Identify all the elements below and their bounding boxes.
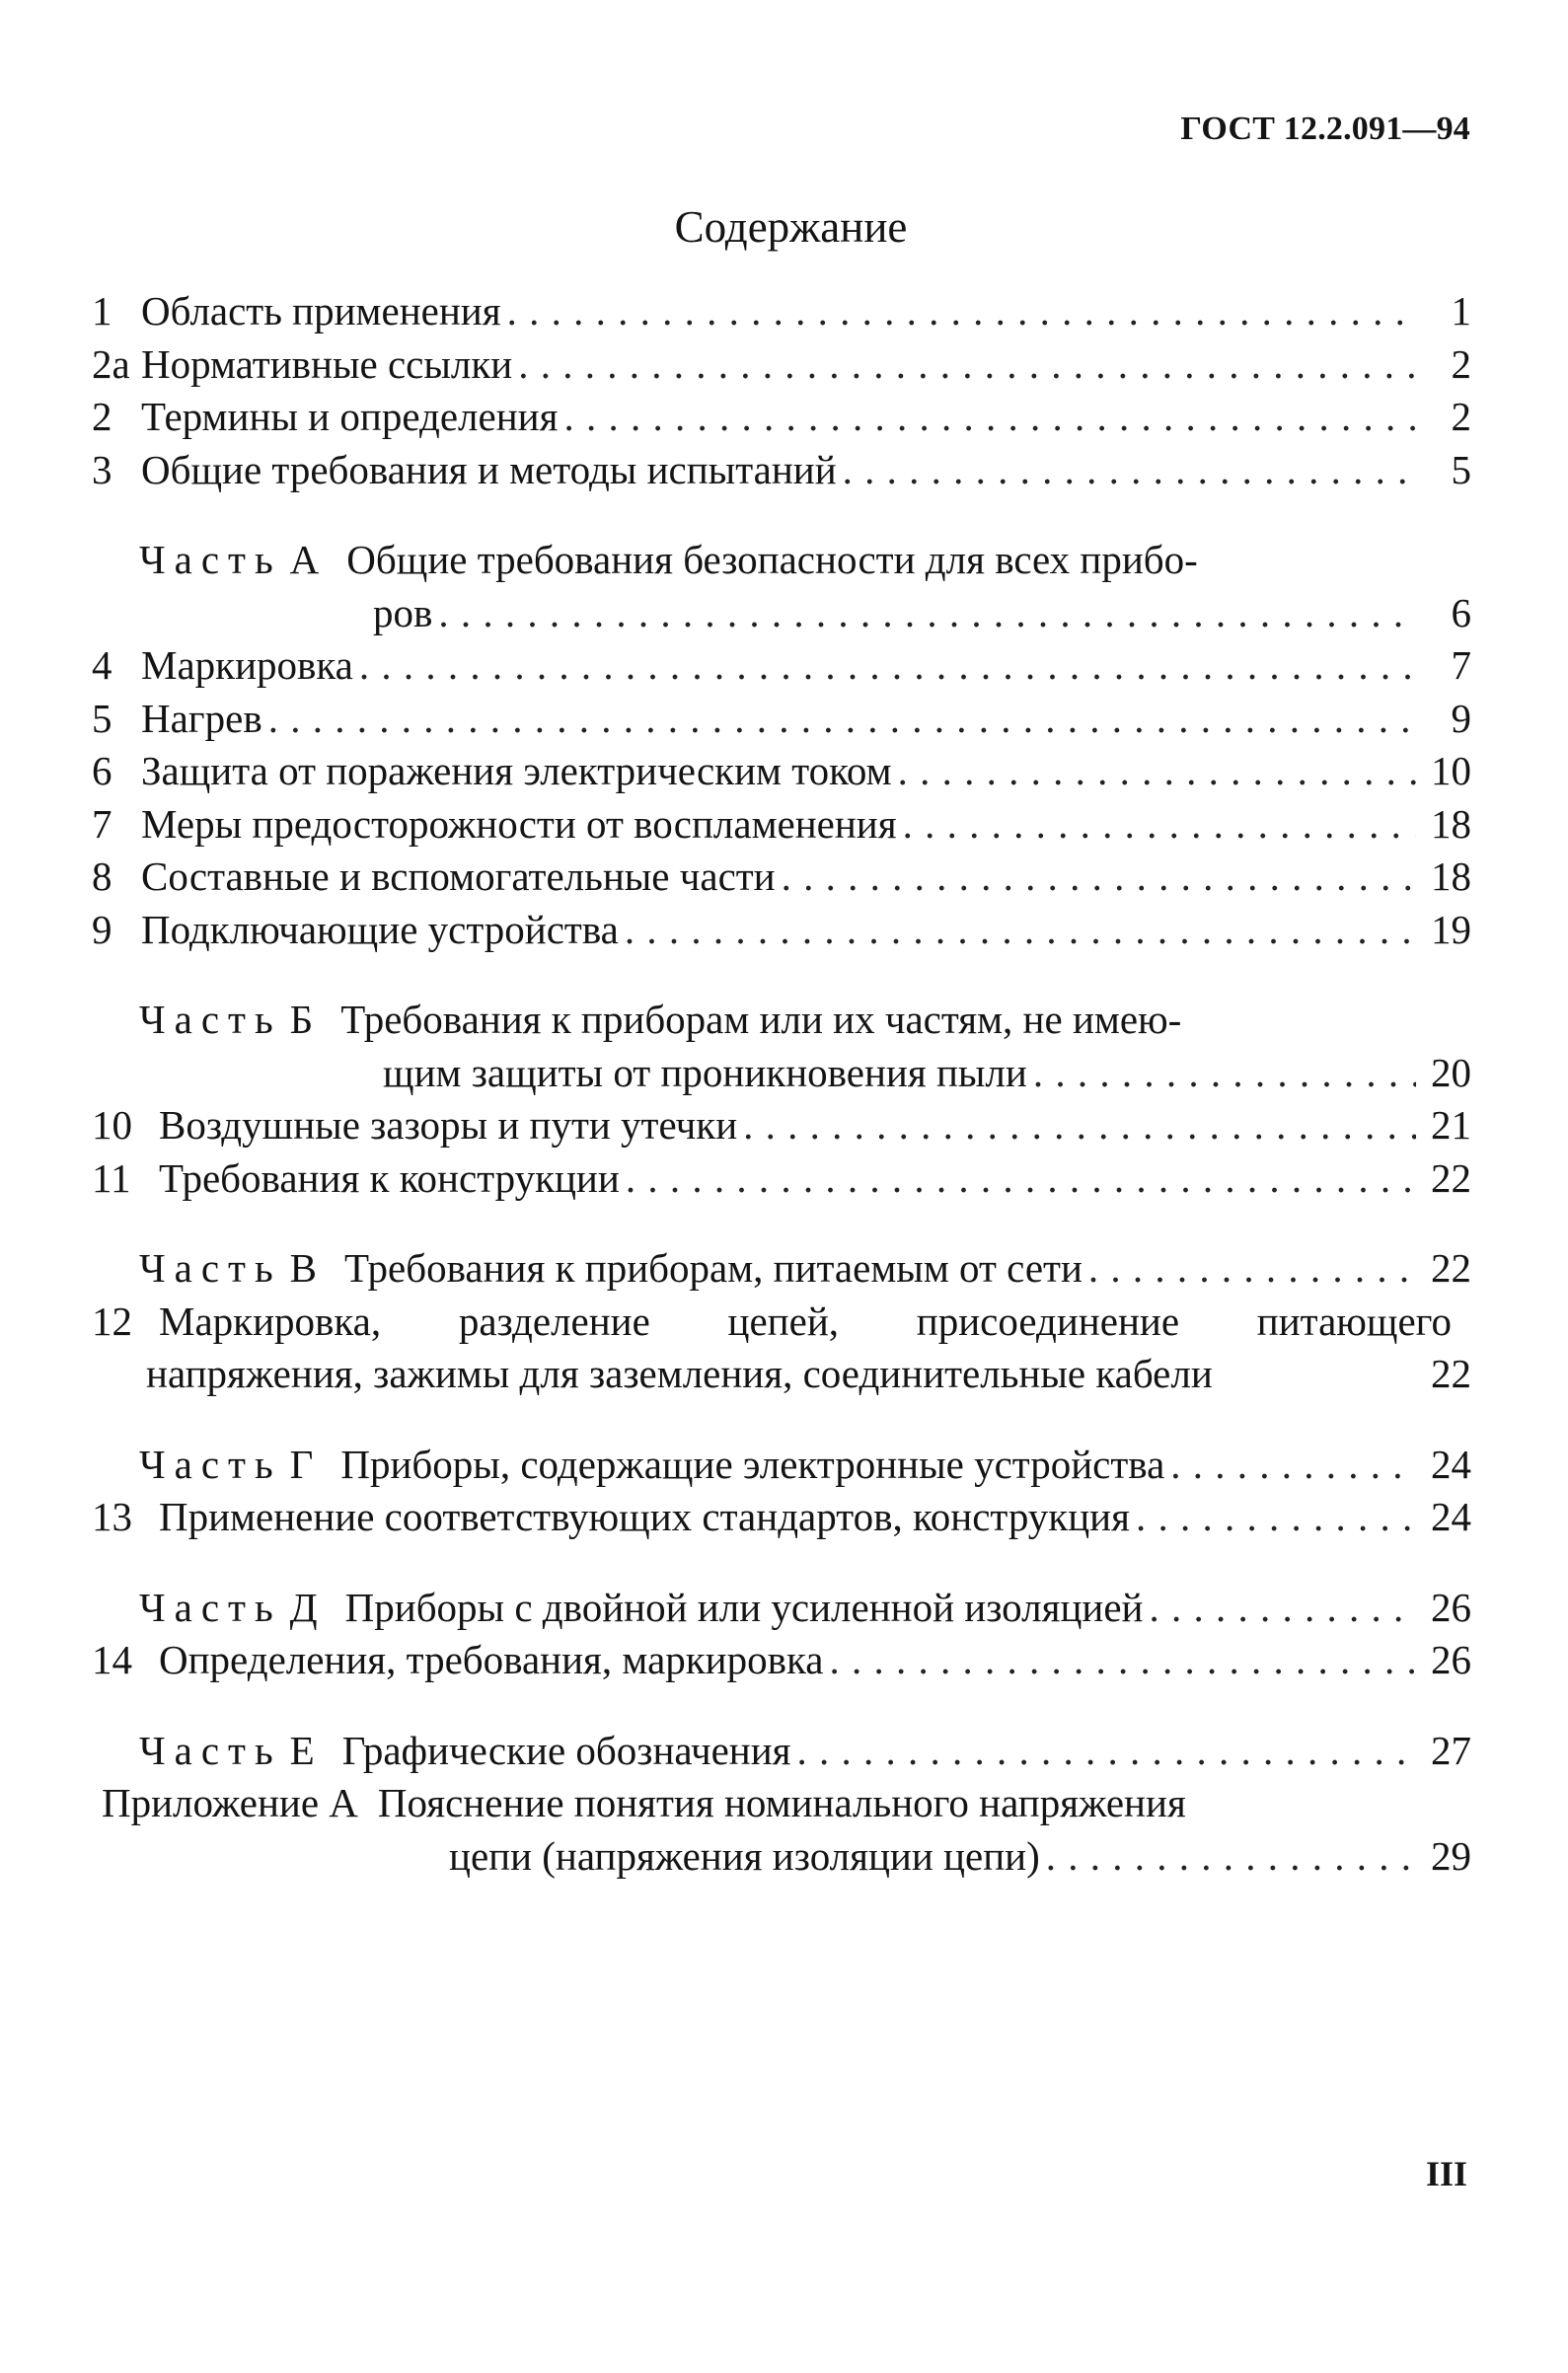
entry-number: 8 [92, 853, 112, 899]
entry-number: 4 [92, 642, 112, 688]
part-title-continuation: ров [373, 589, 433, 635]
toc-entry-2a[interactable] [92, 338, 1471, 392]
entry-page: 26 [1431, 1637, 1471, 1682]
entry-page: 2 [1451, 394, 1471, 439]
dot-leader [1170, 1439, 1416, 1492]
entry-number: 11 [92, 1154, 131, 1201]
part-letter: Е [289, 1727, 315, 1773]
part-label: Часть [139, 997, 282, 1042]
dot-leader [843, 444, 1416, 497]
entry-page: 6 [1451, 589, 1471, 635]
entry-page: 29 [1431, 1832, 1471, 1879]
toc-entry-13[interactable] [92, 1491, 1471, 1544]
part-letter: Б [289, 997, 314, 1042]
toc-part-a[interactable] [92, 534, 1471, 587]
table-of-contents [92, 285, 1471, 1883]
dot-leader [1046, 1830, 1416, 1884]
entry-title: Область применения [141, 288, 501, 334]
part-letter: В [289, 1245, 318, 1291]
dot-leader [359, 639, 1416, 693]
part-title: Приборы с двойной или усиленной изоляцией [344, 1584, 1144, 1630]
toc-entry-1[interactable] [92, 285, 1471, 338]
entry-page: 18 [1431, 800, 1471, 847]
entry-number: 9 [92, 906, 112, 952]
document-code: ГОСТ 12.2.091—94 [1180, 111, 1470, 147]
part-title: Требования к приборам или их частям, не имею- [340, 997, 1182, 1042]
toc-entry-14[interactable] [92, 1634, 1471, 1687]
entry-page: 2 [1451, 340, 1471, 387]
part-title: Общие требования безопасности для всех прибо- [346, 537, 1198, 582]
toc-entry-12[interactable] [92, 1296, 1471, 1349]
toc-part-v[interactable] [92, 1242, 1471, 1296]
dot-leader [518, 338, 1416, 392]
part-label: Часть [139, 537, 282, 582]
entry-page: 22 [1431, 1245, 1471, 1291]
part-title: Графические обозначения [341, 1727, 791, 1773]
dot-leader [743, 1099, 1416, 1152]
entry-page: 22 [1431, 1351, 1471, 1396]
entry-title-word: разделение [458, 1298, 650, 1344]
part-letter: А [289, 537, 320, 582]
entry-title: Меры предосторожности от воспламенения [141, 800, 897, 847]
toc-title: Содержание [674, 202, 908, 252]
entry-number: 6 [92, 748, 112, 793]
dot-leader [1149, 1582, 1416, 1635]
toc-entry-7[interactable] [92, 798, 1471, 852]
entry-number: 3 [92, 446, 112, 492]
entry-page: 9 [1451, 695, 1471, 741]
entry-page: 27 [1431, 1727, 1471, 1773]
part-label: Часть [139, 1441, 282, 1487]
entry-number: 1 [92, 288, 112, 334]
entry-page: 5 [1451, 446, 1471, 492]
dot-leader [438, 587, 1416, 640]
entry-title-word: присоединение [916, 1298, 1180, 1344]
entry-number: 2а [92, 340, 130, 387]
toc-part-e[interactable] [92, 1725, 1471, 1778]
part-title: Требования к приборам, питаемым от сети [344, 1245, 1083, 1291]
annex-title-continuation: цепи (напряжения изоляции цепи) [449, 1832, 1040, 1879]
entry-page: 20 [1431, 1049, 1471, 1095]
part-letter: Г [289, 1441, 314, 1487]
entry-title: Требования к конструкции [159, 1154, 620, 1201]
entry-title-justified [159, 1296, 1452, 1349]
part-title-continuation: щим защиты от проникновения пыли [383, 1049, 1027, 1095]
dot-leader [782, 851, 1416, 904]
part-title: Приборы, содержащие электронные устройства [340, 1441, 1165, 1487]
entry-page: 26 [1431, 1584, 1471, 1630]
dot-leader [268, 693, 1416, 746]
annex-label: Приложение А [102, 1780, 358, 1825]
toc-entry-11[interactable] [92, 1152, 1471, 1206]
entry-title: Нормативные ссылки [141, 340, 513, 387]
entry-page: 19 [1431, 906, 1471, 952]
entry-number: 13 [92, 1494, 132, 1539]
entry-page: 7 [1451, 642, 1471, 688]
dot-leader [1033, 1047, 1416, 1100]
toc-part-b[interactable] [92, 994, 1471, 1047]
annex-title: Пояснение понятия номинального напряжения [377, 1780, 1186, 1825]
dot-leader [1136, 1491, 1416, 1544]
toc-entry-2[interactable] [92, 391, 1471, 444]
dot-leader [625, 904, 1416, 957]
entry-number: 7 [92, 800, 112, 847]
dot-leader [829, 1634, 1416, 1687]
entry-number: 2 [92, 394, 112, 439]
entry-title: Термины и определения [141, 394, 559, 439]
entry-title: Нагрев [141, 695, 262, 741]
entry-page: 10 [1431, 748, 1471, 793]
entry-title: Защита от поражения электрическим током [141, 748, 892, 793]
entry-page: 22 [1431, 1154, 1471, 1201]
toc-part-b-continuation[interactable] [92, 1047, 1471, 1100]
toc-part-a-continuation[interactable] [92, 587, 1471, 640]
entry-page: 24 [1431, 1494, 1471, 1539]
entry-number: 12 [92, 1298, 132, 1344]
entry-title-continuation: напряжения, зажимы для заземления, соединительные кабели [146, 1351, 1213, 1396]
toc-entry-12-continuation[interactable] [92, 1348, 1471, 1401]
entry-number: 10 [92, 1102, 132, 1148]
toc-annex-a[interactable] [92, 1777, 1471, 1830]
part-label: Часть [139, 1245, 282, 1291]
dot-leader [563, 391, 1416, 444]
dot-leader [626, 1152, 1416, 1206]
toc-entry-6[interactable] [92, 745, 1471, 798]
toc-entry-9[interactable] [92, 904, 1471, 957]
entry-page: 18 [1431, 853, 1471, 899]
toc-entry-10[interactable] [92, 1099, 1471, 1152]
toc-part-d[interactable] [92, 1582, 1471, 1635]
dot-leader [797, 1725, 1416, 1778]
toc-entry-4[interactable] [92, 639, 1471, 693]
toc-part-g[interactable] [92, 1439, 1471, 1492]
toc-entry-3[interactable] [92, 444, 1471, 497]
dot-leader [1088, 1242, 1416, 1296]
entry-title-word: цепей, [727, 1298, 840, 1344]
entry-title: Общие требования и методы испытаний [141, 446, 837, 492]
page-number: III [1425, 2154, 1467, 2193]
dot-leader [903, 798, 1416, 852]
entry-title: Составные и вспомогательные части [141, 853, 776, 899]
entry-page: 1 [1451, 288, 1471, 334]
entry-title: Маркировка [141, 642, 353, 688]
part-label: Часть [139, 1584, 282, 1630]
part-letter: Д [289, 1584, 318, 1630]
toc-annex-a-continuation[interactable] [92, 1830, 1471, 1884]
entry-title: Воздушные зазоры и пути утечки [159, 1102, 738, 1148]
entry-title-word: Маркировка, [159, 1298, 382, 1344]
entry-number: 14 [92, 1637, 132, 1682]
dot-leader [507, 285, 1416, 338]
toc-entry-5[interactable] [92, 693, 1471, 746]
entry-title: Подключающие устройства [141, 906, 619, 952]
entry-title-word: питающего [1256, 1298, 1452, 1344]
entry-number: 5 [92, 695, 112, 741]
entry-page: 24 [1431, 1441, 1471, 1487]
part-label: Часть [139, 1727, 282, 1773]
entry-page: 21 [1431, 1102, 1471, 1148]
toc-entry-8[interactable] [92, 851, 1471, 904]
entry-title: Определения, требования, маркировка [159, 1637, 824, 1682]
entry-title: Применение соответствующих стандартов, конструкция [159, 1494, 1130, 1539]
dot-leader [898, 745, 1416, 798]
